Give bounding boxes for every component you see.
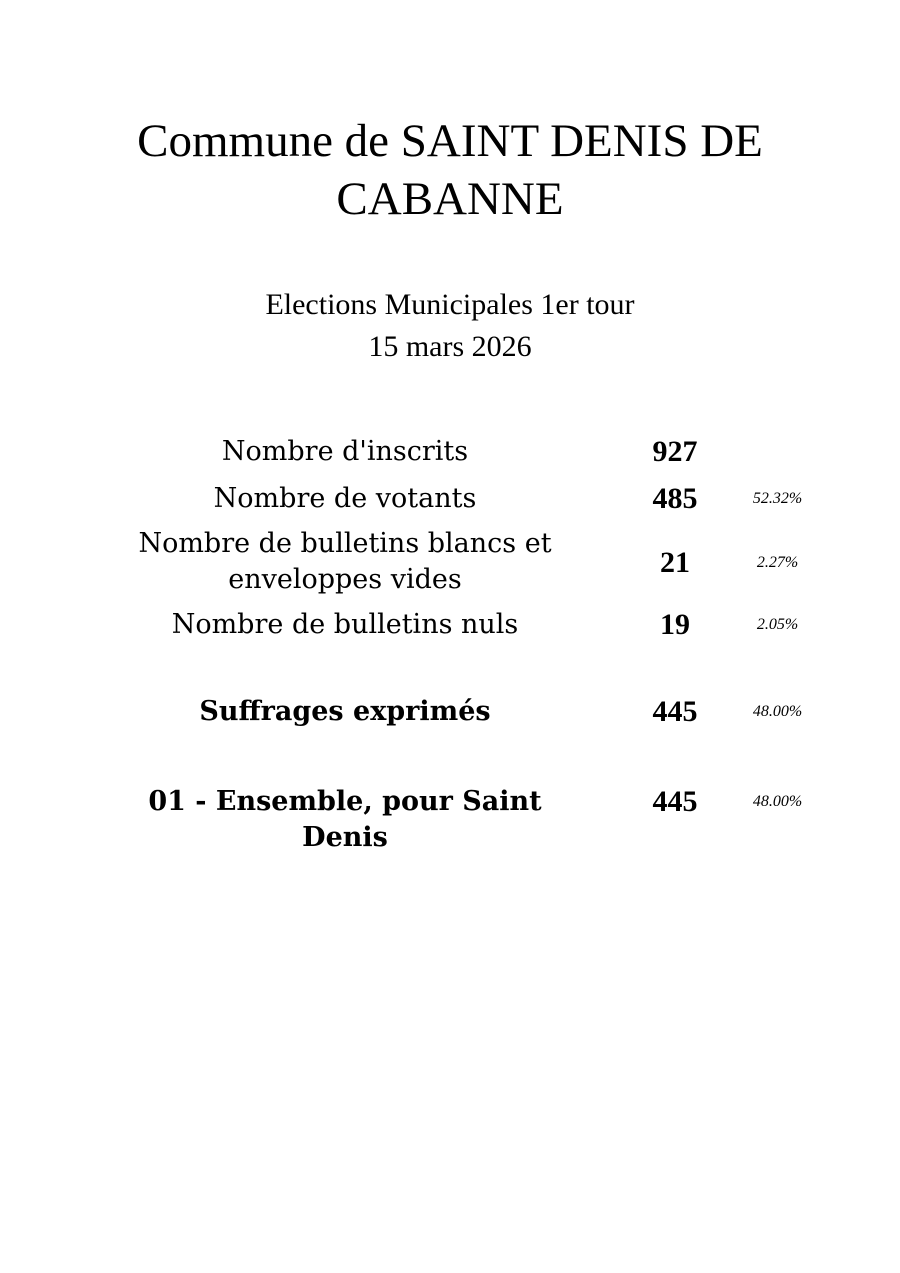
stat-label-blancs: Nombre de bulletins blancs et enveloppes vides xyxy=(138,528,552,595)
election-subtitle xyxy=(150,284,750,368)
stat-label-nuls: Nombre de bulletins nuls xyxy=(171,609,519,640)
stat-pct-blancs: 2.27% xyxy=(756,554,799,571)
stat-pct-votants: 52.32% xyxy=(752,490,803,507)
stat-label-votants: Nombre de votants xyxy=(213,483,477,514)
stat-value-blancs: 21 xyxy=(660,546,690,579)
page-title: Commune de SAINT DENIS DE CABANNE xyxy=(137,115,763,225)
stat-pct-exprimes: 48.00% xyxy=(752,703,803,720)
list-value: 445 xyxy=(652,785,698,818)
list-label: 01 - Ensemble, pour Saint Denis xyxy=(148,786,542,853)
election-name: Elections Municipales 1er tour xyxy=(265,288,635,321)
election-date: 15 mars 2026 xyxy=(368,330,532,363)
stat-value-inscrits: 927 xyxy=(652,435,698,468)
stat-value-votants: 485 xyxy=(652,482,698,515)
stat-pct-nuls: 2.05% xyxy=(756,616,799,633)
stat-label-inscrits: Nombre d'inscrits xyxy=(221,436,469,467)
stat-label-exprimes: Suffrages exprimés xyxy=(199,696,491,727)
list-pct: 48.00% xyxy=(752,793,803,810)
stat-value-nuls: 19 xyxy=(660,608,690,641)
stat-value-exprimes: 445 xyxy=(652,695,698,728)
